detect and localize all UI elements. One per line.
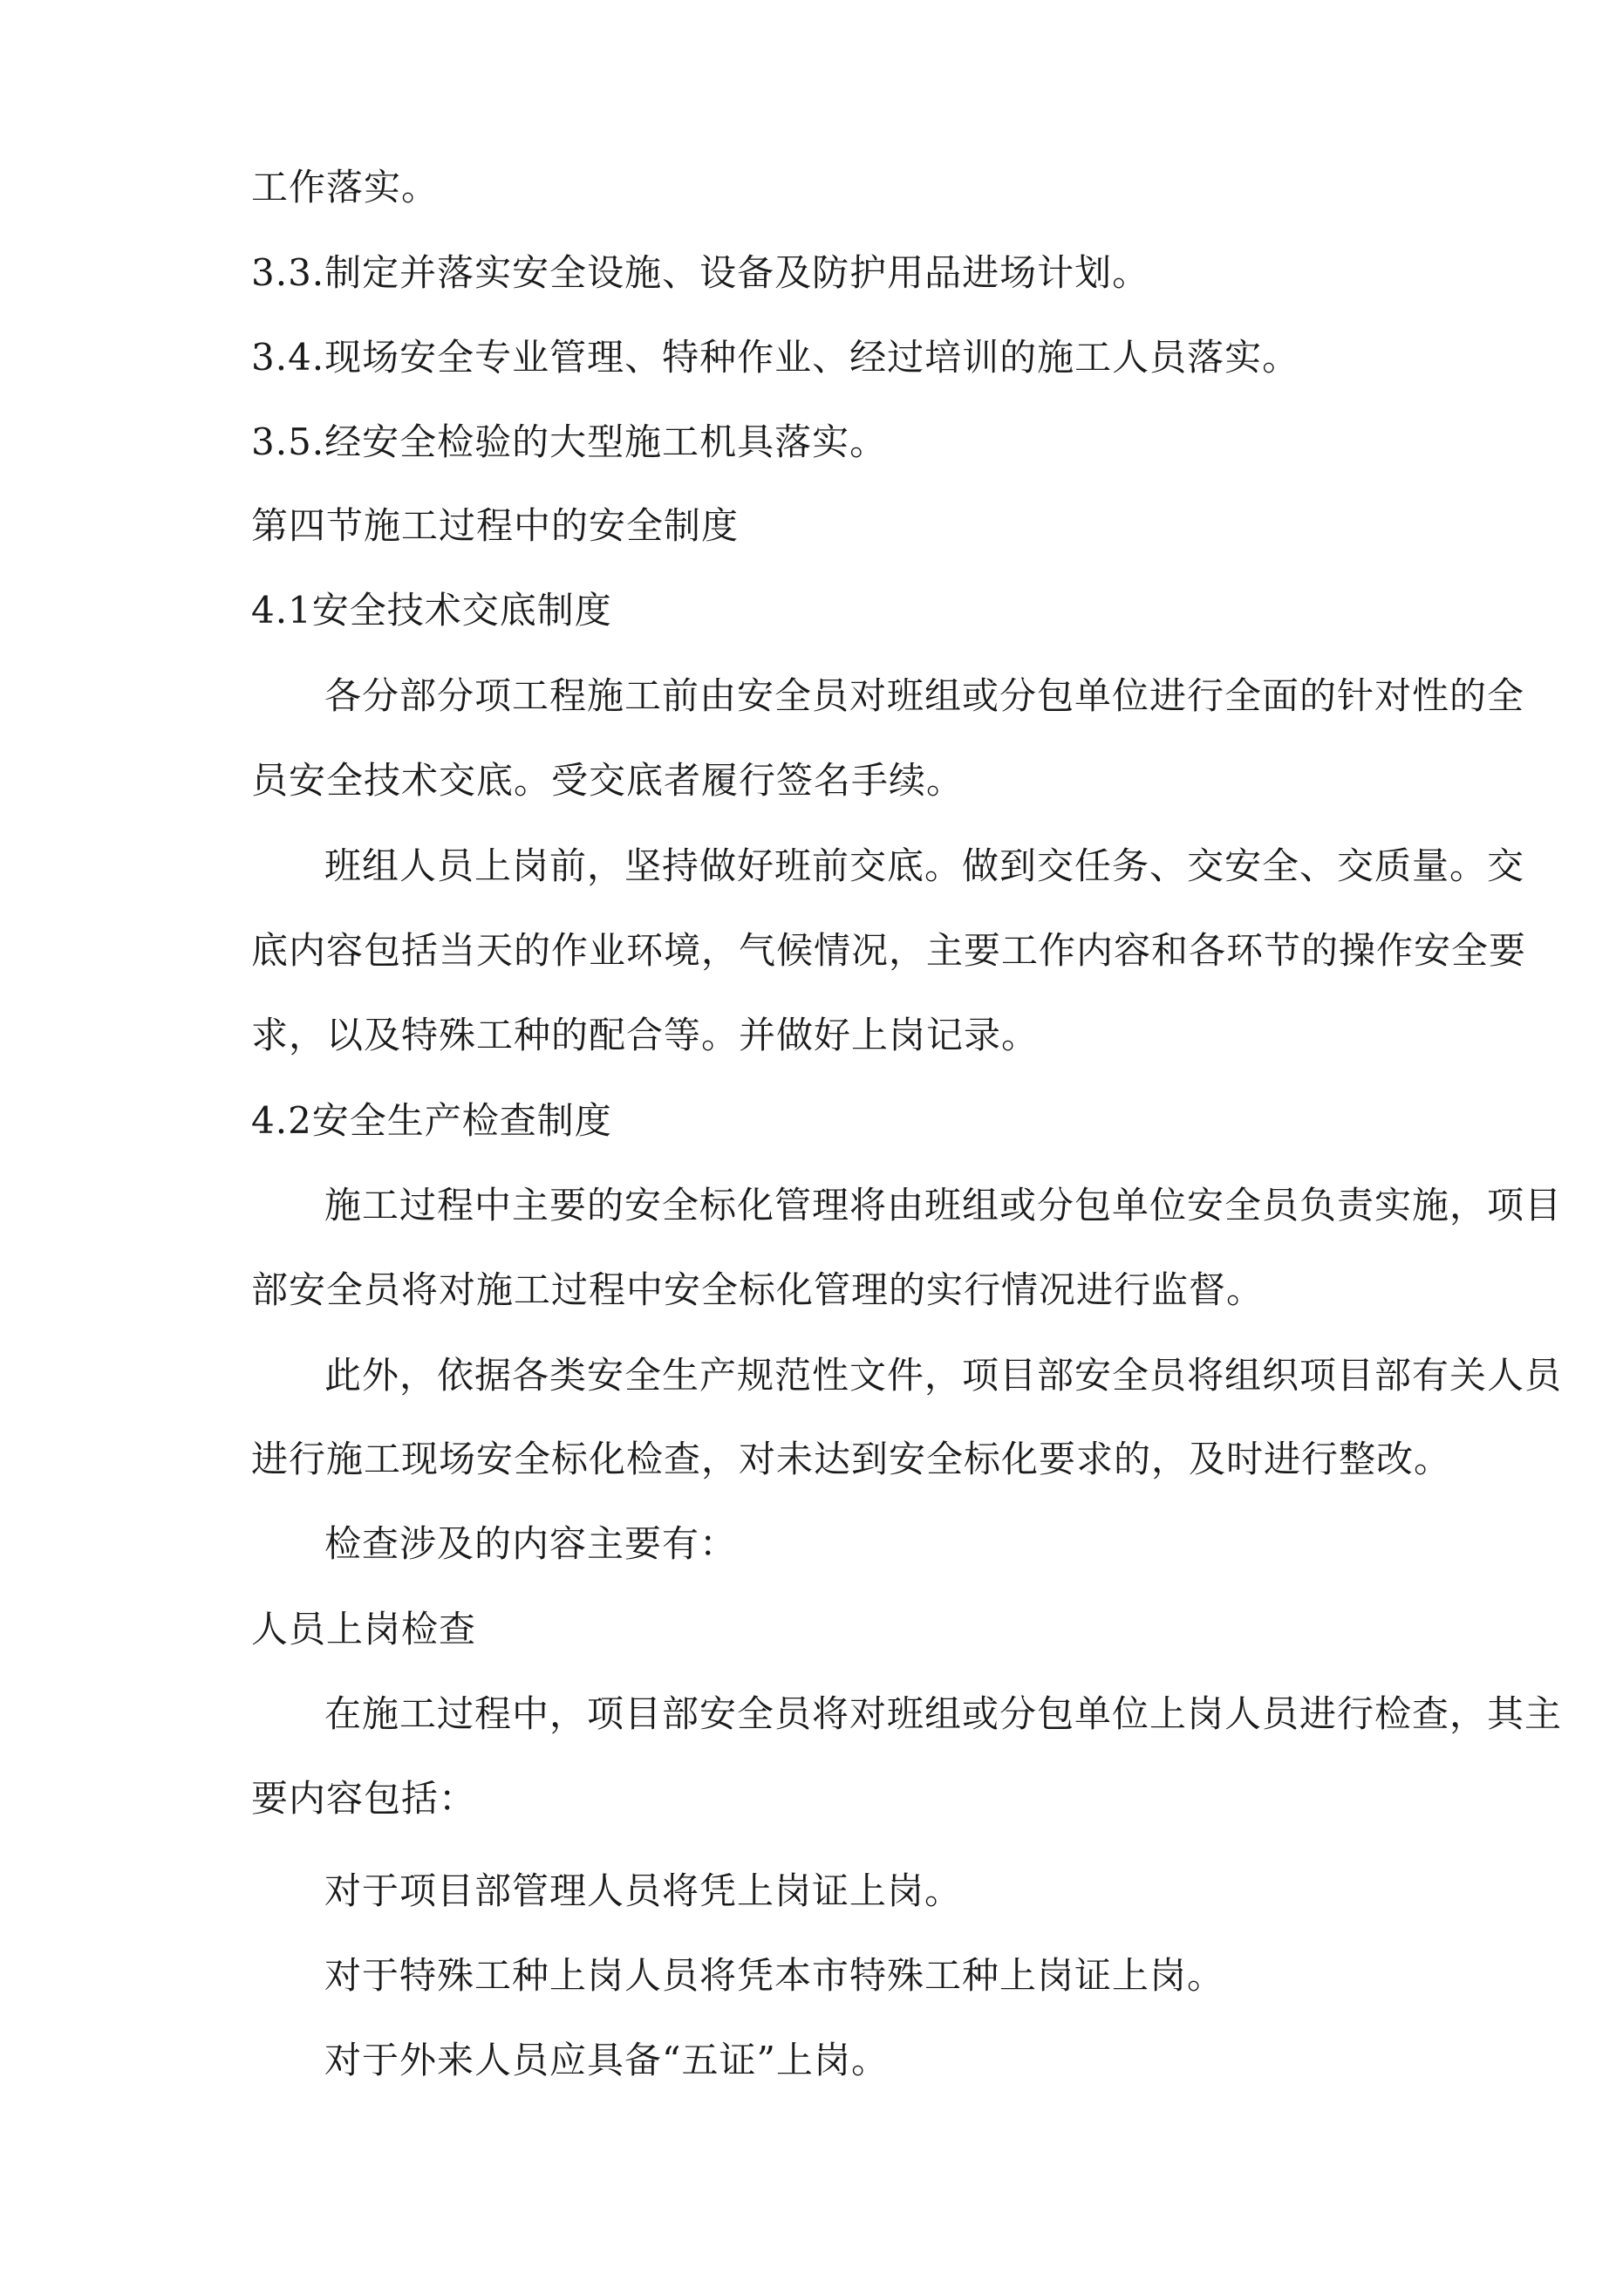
paragraph-line: 底内容包括当天的作业环境，气候情况，主要工作内容和各环节的操作安全要 [251,929,1527,972]
paragraph-line: 施工过程中主要的安全标化管理将由班组或分包单位安全员负责实施，项目 [324,1184,1563,1227]
paragraph-line: 员安全技术交底。受交底者履行签名手续。 [251,759,965,802]
paragraph-line: 进行施工现场安全标化检查，对未达到安全标化要求的，及时进行整改。 [251,1438,1452,1480]
section-heading: 第四节施工过程中的安全制度 [251,504,740,547]
subsection-heading-4-2: 4.2安全生产检查制度 [251,1099,612,1142]
paragraph-line: 求，以及特殊工种的配合等。并做好上岗记录。 [251,1014,1040,1056]
paragraph-line: 检查涉及的内容主要有： [324,1522,738,1565]
text-line-continuation: 工作落实。 [251,166,440,208]
text-line-3-4: 3.4.现场安全专业管理、特种作业、经过培训的施工人员落实。 [251,336,1300,379]
item-heading: 人员上岗检查 [251,1608,477,1650]
paragraph-line: 在施工过程中，项目部安全员将对班组或分包单位上岗人员进行检查，其主 [324,1692,1563,1735]
list-item: 对于项目部管理人员将凭上岗证上岗。 [324,1869,963,1912]
text-line-3-3: 3.3.制定并落实安全设施、设备及防护用品进场计划。 [251,251,1150,294]
paragraph-line: 各分部分项工程施工前由安全员对班组或分包单位进行全面的针对性的全 [324,674,1525,717]
list-item: 对于外来人员应具备“五证”上岗。 [324,2039,889,2081]
text-line-3-5: 3.5.经安全检验的大型施工机具落实。 [251,420,888,463]
paragraph-line: 部安全员将对施工过程中安全标化管理的实行情况进行监督。 [251,1268,1265,1311]
paragraph-line: 此外，依据各类安全生产规范性文件，项目部安全员将组织项目部有关人员 [324,1354,1563,1397]
paragraph-line: 要内容包括： [251,1777,477,1820]
list-item: 对于特殊工种上岗人员将凭本市特殊工种上岗证上岗。 [324,1954,1225,1997]
subsection-heading-4-1: 4.1安全技术交底制度 [251,589,612,632]
paragraph-line: 班组人员上岗前，坚持做好班前交底。做到交任务、交安全、交质量。交 [324,844,1525,887]
